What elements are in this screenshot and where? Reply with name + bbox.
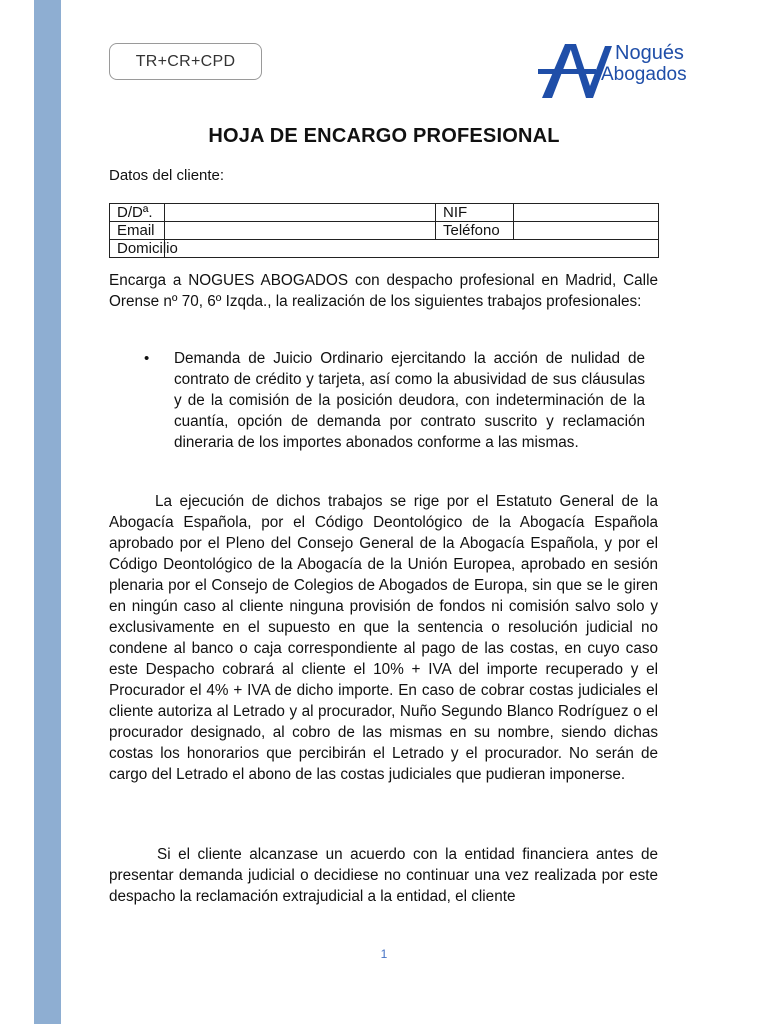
- av-logo-icon: [538, 40, 608, 102]
- page-number: 1: [380, 947, 388, 961]
- intro-paragraph: Encarga a NOGUES ABOGADOS con despacho profesional en Madrid, Calle Orense nº 70, 6º Izqda., la realización de los siguientes trabajos profesionales:: [109, 272, 658, 310]
- body-paragraph-2: Si el cliente alcanzase un acuerdo con la entidad financiera antes de presentar demanda judicial o decidiese no continuar una vez realizada por este despacho la reclamación extrajudicial a la entidad, el cliente: [109, 846, 658, 905]
- logo-line-1: Nogués: [615, 42, 684, 64]
- table-row: [110, 222, 659, 240]
- page-side-bar: [34, 0, 61, 1024]
- address-field[interactable]: [165, 240, 659, 258]
- client-data-label: Datos del cliente:: [109, 167, 225, 184]
- logo-wordmark: [601, 40, 687, 88]
- table-row: [110, 240, 659, 258]
- bullet-icon: •: [144, 350, 150, 367]
- list-item: Demanda de Juicio Ordinario ejercitando la acción de nulidad de contrato de crédito y tarjeta, así como la abusividad de sus cláusulas y de la comisión de la posición deudora, con indeterminación de la cuantía, opción de demanda por contrato suscrito y reclamación dineraria de los importes abonados conforme a las mismas.: [174, 350, 645, 451]
- table-row: [110, 204, 659, 222]
- address-label: Domicilio: [110, 240, 165, 258]
- body-paragraph-1: La ejecución de dichos trabajos se rige por el Estatuto General de la Abogacía Española, por el Código Deontológico de la Abogacía Española aprobado por el Pleno del Consejo General de la Abogacía Española, y por el Código Deontológico de la Abogacía de la Unión Europea, aprobado en sesión plenaria por el Consejo de Colegios de Abogados de Europa, sin que se le giren en ningún caso al cliente ninguna provisión de fondos ni comisión salvo solo y exclusivamente en el supuesto en que la sentencia o resolución judicial no condene al banco o caja correspondiente al pago de las costas, en cuyo caso este Despacho cobrará al cliente el 10% + IVA del importe recuperado y el Procurador el 4% + IVA de dicho importe. En caso de cobrar costas judiciales el cliente autoriza al Letrado y al procurador, Nuño Segundo Blanco Rodríguez o el procurador designado, al cobro de las mismas en su nombre, siendo dichas costas los honorarios que percibirán el Letrado y el procurador. No serán de cargo del Letrado el abono de las costas judiciales que pudieran imponerse.: [109, 493, 658, 783]
- phone-label: Teléfono: [436, 222, 514, 240]
- company-logo: [538, 40, 708, 102]
- email-field[interactable]: [165, 222, 436, 240]
- email-label: Email: [110, 222, 165, 240]
- nif-field[interactable]: [514, 204, 659, 222]
- case-tag-box: TR+CR+CPD: [109, 43, 262, 80]
- document-title: HOJA DE ENCARGO PROFESIONAL: [208, 125, 560, 147]
- phone-field[interactable]: [514, 222, 659, 240]
- logo-line-2: Abogados: [601, 64, 687, 85]
- name-label: D/Dª.: [110, 204, 165, 222]
- name-field[interactable]: [165, 204, 436, 222]
- nif-label: NIF: [436, 204, 514, 222]
- client-data-table: [109, 203, 659, 258]
